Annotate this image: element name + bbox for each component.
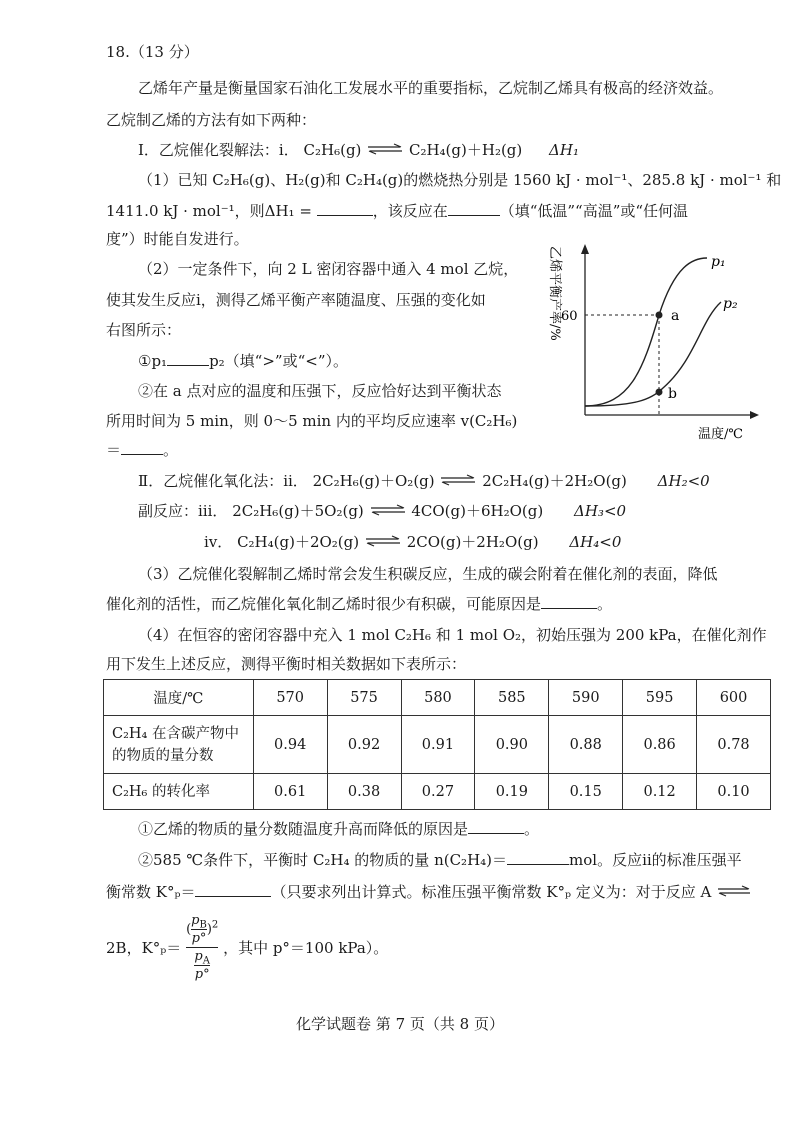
page-footer: 化学试题卷 第 7 页（共 8 页） [296, 1015, 504, 1033]
equilibrium-arrow-icon [716, 885, 752, 897]
table-cell: 600 [697, 680, 771, 716]
q2-sub2-d: 。 [163, 441, 179, 459]
q2-sub2-line-2: 所用时间为 5 min，则 0～5 min 内的平均反应速率 v(C₂H₆) [106, 412, 518, 430]
q1-line-2 [106, 201, 688, 221]
table-header-label: 温度/℃ [104, 680, 254, 716]
table-row-label [104, 716, 254, 774]
x-axis-arrow-icon [750, 411, 759, 419]
q4-sub2-text-d: （只要求列出计算式。标准压强平衡常数 K°ₚ 定义为：对于反应 A [271, 883, 712, 901]
table-cell: 585 [475, 680, 549, 716]
table-cell: 570 [253, 680, 327, 716]
point-b-label: b [668, 386, 677, 402]
q2-sub2-line-3 [106, 440, 178, 460]
q4-sub2-line-2 [106, 882, 752, 902]
equilibrium-arrow-icon [439, 474, 477, 486]
table-row-label: C₂H₆ 的转化率 [104, 774, 254, 810]
pb-symbol: p [191, 913, 200, 928]
row1-label-a: C₂H₄ 在含碳产物中 [112, 725, 239, 742]
q4-sub1 [138, 819, 539, 839]
y-axis-arrow-icon [581, 244, 589, 254]
table-cell: 0.94 [253, 716, 327, 774]
side-reaction-4-line [204, 532, 621, 552]
method-1-title: Ⅰ．乙烷催化裂解法：ⅰ． [138, 141, 299, 159]
pb-over-p0 [191, 913, 207, 946]
kp-definition [106, 913, 388, 982]
yield-temperature-graph [535, 240, 765, 450]
answer-blank-reason[interactable] [541, 594, 597, 609]
answer-blank-pressure[interactable] [167, 351, 209, 366]
q1-text-c: （填“低温”“高温”或“任何温 [499, 202, 689, 220]
q4-sub1-text: ①乙烯的物质的量分数随温度升高而降低的原因是 [138, 820, 469, 838]
curve-p2-label: p₂ [723, 296, 738, 312]
q2-sub2-c: ＝ [106, 441, 122, 459]
answer-blank-dh1[interactable] [317, 201, 373, 216]
kp-numerator: ($p_B$ p°)$^2$ [186, 913, 219, 946]
table-cell: 0.90 [475, 716, 549, 774]
row1-label-b: 的物质的量分数 [112, 747, 214, 764]
q2-line-2: 使其发生反应ⅰ，测得乙烯平衡产率随温度、压强的变化如 [106, 291, 486, 309]
y-axis-label: 乙烯平衡产率/% [547, 246, 562, 341]
reaction-1-right: C₂H₄(g)＋H₂(g) [408, 141, 523, 159]
q2-sub1 [138, 351, 348, 371]
intro-line-2: 乙烷制乙烯的方法有如下两种： [106, 111, 317, 129]
answer-blank-kp[interactable] [195, 882, 271, 897]
table-cell: 0.27 [401, 774, 475, 810]
answer-blank-rate[interactable] [121, 440, 163, 455]
q1-text-a: 1411.0 kJ · mol⁻¹，则ΔH₁ = [106, 202, 317, 220]
side-reaction-label: 副反应：ⅲ． [138, 502, 228, 520]
q1-line-3: 度”）时能自发进行。 [106, 230, 249, 248]
table-cell: 0.78 [697, 716, 771, 774]
q2-line-1: （2）一定条件下，向 2 L 密闭容器中通入 4 mol 乙烷， [138, 260, 519, 278]
q2-line-3: 右图所示： [106, 321, 182, 339]
y-tick-60: 60 [561, 309, 578, 324]
table-cell: 0.10 [697, 774, 771, 810]
q4-sub2-text-e: 2B，K°ₚ＝ [106, 939, 182, 957]
table-cell: 575 [327, 680, 401, 716]
point-a-label: a [671, 308, 680, 324]
kp-fraction [186, 913, 218, 982]
reaction-3-dh: ΔH₃<0 [574, 502, 627, 520]
q4-sub2-line-1 [138, 850, 742, 870]
q1-line-1: （1）已知 C₂H₆(g)、H₂(g)和 C₂H₄(g)的燃烧热分别是 1560 kJ · mol⁻¹、285.8 kJ · mol⁻¹ 和 [138, 171, 782, 189]
q3-line-1: （3）乙烷催化裂解制乙烯时常会发生积碳反应，生成的碳会附着在催化剂的表面，降低 [138, 565, 718, 583]
table-cell: 0.92 [327, 716, 401, 774]
point-b-marker [656, 389, 663, 396]
reaction-2-dh: ΔH₂<0 [657, 472, 710, 490]
pa-subscript: A [202, 955, 210, 967]
q4-sub1-end: 。 [524, 820, 540, 838]
table-cell: 0.12 [623, 774, 697, 810]
table-row-mole-fraction [104, 716, 771, 774]
table-cell: 0.86 [623, 716, 697, 774]
side-reaction-3-line [138, 501, 626, 521]
table-cell: 595 [623, 680, 697, 716]
q4-line-2: 用下发生上述反应，测得平衡时相关数据如下表所示： [106, 655, 467, 673]
table-cell: 590 [549, 680, 623, 716]
reaction-3-left: 2C₂H₆(g)＋5O₂(g) [232, 502, 364, 520]
q2-sub2-line-1: ②在 a 点对应的温度和压强下，反应恰好达到平衡状态 [138, 382, 502, 400]
reaction-2-left: 2C₂H₆(g)＋O₂(g) [312, 472, 435, 490]
q4-line-1: （4）在恒容的密闭容器中充入 1 mol C₂H₆ 和 1 mol O₂，初始压强为 200 kPa，在催化剂作 [138, 626, 767, 644]
x-axis-label: 温度/℃ [698, 427, 743, 442]
q4-sub2-text-c: 衡常数 K°ₚ＝ [106, 883, 196, 901]
table-row-conversion [104, 774, 771, 810]
p0-symbol: p° [191, 931, 207, 946]
reaction-2-right: 2C₂H₄(g)＋2H₂O(g) [482, 472, 627, 490]
q3-line-2 [106, 594, 612, 614]
question-number: 18.（13 分） [106, 43, 199, 61]
kp-exponent: 2 [211, 919, 219, 931]
method-2-title: Ⅱ．乙烷催化氧化法：ⅱ． [138, 472, 308, 490]
point-a-marker [656, 312, 663, 319]
reaction-1-left: C₂H₆(g) [303, 141, 362, 159]
reaction-3-right: 4CO(g)＋6H₂O(g) [411, 502, 544, 520]
reaction-4-left: C₂H₄(g)＋2O₂(g) [237, 533, 360, 551]
p0-symbol-2: p° [194, 967, 210, 982]
reaction-1-dh: ΔH₁ [549, 141, 579, 159]
curve-p1-label: p₁ [711, 254, 726, 270]
reaction-4-label: ⅳ． [204, 533, 233, 551]
table-cell: 0.88 [549, 716, 623, 774]
method-2-line [138, 471, 710, 491]
equilibrium-arrow-icon [366, 143, 404, 155]
method-1-line [138, 140, 579, 160]
q2-sub1-b: p₂（填“>”或“<”）。 [209, 352, 348, 370]
answer-blank-condition[interactable] [448, 201, 500, 216]
table-cell: 0.91 [401, 716, 475, 774]
table-cell: 0.15 [549, 774, 623, 810]
answer-blank-moles[interactable] [507, 850, 569, 865]
q4-sub2-text-b: mol。反应ⅱ的标准压强平 [569, 851, 742, 869]
pa-symbol: p [194, 949, 203, 964]
q4-sub2-text-f: ，其中 p°＝100 kPa）。 [223, 939, 389, 957]
reaction-4-right: 2CO(g)＋2H₂O(g) [406, 533, 539, 551]
pb-subscript: B [199, 919, 207, 931]
q2-sub1-a: ①p₁ [138, 352, 168, 370]
equilibrium-arrow-icon [364, 535, 402, 547]
reaction-4-dh: ΔH₄<0 [569, 533, 622, 551]
table-cell: 0.61 [253, 774, 327, 810]
equilibrium-data-table [103, 679, 771, 810]
equilibrium-arrow-icon [369, 504, 407, 516]
table-cell: 580 [401, 680, 475, 716]
q3-text-a: 催化剂的活性，而乙烷催化氧化制乙烯时很少有积碳，可能原因是 [106, 595, 542, 613]
curve-p1 [585, 258, 707, 406]
q1-text-b: ，该反应在 [372, 202, 448, 220]
table-row-temperature [104, 680, 771, 716]
answer-blank-cause[interactable] [468, 819, 524, 834]
intro-line-1: 乙烯年产量是衡量国家石油化工发展水平的重要指标，乙烷制乙烯具有极高的经济效益。 [138, 79, 724, 97]
table-cell: 0.38 [327, 774, 401, 810]
table-cell: 0.19 [475, 774, 549, 810]
curve-p2 [585, 302, 721, 406]
q3-text-b: 。 [597, 595, 613, 613]
q4-sub2-text-a: ②585 ℃条件下，平衡时 C₂H₄ 的物质的量 n(C₂H₄)＝ [138, 851, 508, 869]
pa-over-p0 [194, 949, 210, 982]
